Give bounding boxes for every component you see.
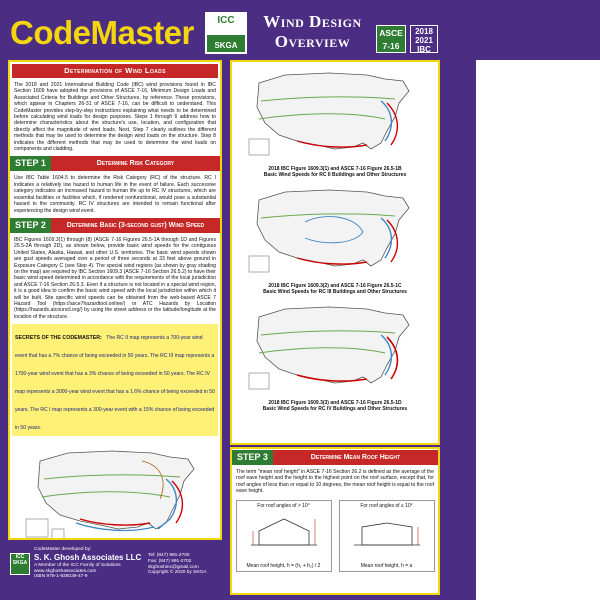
logo-skga-text: SKGA <box>214 41 238 50</box>
step1-text: Use IBC Table 1604.5 to determine the Risk Category (RC) of the structure. RC I indicates a relatively low hazard to human life in the event of failure. Each successive category indicates an increased hazard to human life up to RC IV structures, which are essential facilities or facilities which, if rendered nonfunctional, would pose a substantial hazard to the community. RC IV structures are intended to remain functional after experiencing the design wind event. <box>14 175 216 214</box>
right-column-maps <box>230 60 440 445</box>
subject-line1: Wind Design <box>263 12 362 31</box>
low-slope-roof-diagram <box>340 509 434 553</box>
footer-company: S. K. Ghosh Associates LLC <box>34 552 142 562</box>
rc3-map-caption: 2018 IBC Figure 1609.3(2) and ASCE 7-16 Figure 26.5-1C Basic Wind Speeds for RC III Buildings and Other Structures <box>263 283 407 295</box>
icc-skga-logo <box>205 12 247 54</box>
step3-title: Determine Mean Roof Height <box>310 454 401 461</box>
publisher-footer <box>8 545 222 597</box>
footer-logo: ICC SKGA <box>10 553 30 575</box>
us-map-rc2-graphic <box>245 65 425 165</box>
secrets-label: SECRETS OF THE CODEMASTER: <box>15 335 102 342</box>
page-margin <box>446 60 600 600</box>
step1-bar <box>10 156 220 171</box>
wind-map-rc1 <box>20 439 210 540</box>
wind-map-rc4 <box>245 299 425 399</box>
step3-section <box>230 447 440 595</box>
step3-tag: STEP 3 <box>232 450 273 465</box>
mrh-low-slope-eq: Mean roof height, h = a <box>360 562 413 569</box>
ibc-badge: 2018 2021 IBC <box>410 25 438 53</box>
secrets-box <box>12 324 218 436</box>
secrets-text: The RC II map represents a 700-year wind event that has a 7% chance of being exceeded in 50 years. The RC III map represents a 1700-year wind event that has a 3% chance of being exceeded in 50 years. The RC IV map represents a 3000-year wind event that has a 1.6% chance of being exceeded in 50 years. The RC I map represents a 300-year event with a 15% chance of being exceeded in 50 years. <box>15 335 215 432</box>
footer-website: www.skghoshassociates.com <box>34 568 97 574</box>
footer-email: skghoshinc@gmail.com <box>148 564 199 570</box>
mrh-figure-sloped <box>236 500 332 572</box>
purple-border-strip <box>446 60 476 600</box>
subject-title <box>255 12 370 52</box>
intro-heading: Determination of Wind Loads <box>12 64 218 78</box>
step1-title: Determine Risk Category <box>96 160 175 168</box>
rc4-map-caption: 2018 IBC Figure 1609.3(3) and ASCE 7-16 Figure 26.5-1D Basic Wind Speeds for RC IV Buildings and Other Structures <box>262 400 408 412</box>
step3-bar <box>232 450 438 465</box>
mrh-sloped-eq: Mean roof height, h = (h₁ + h₂) / 2 <box>246 562 321 569</box>
us-map-rc4-graphic <box>245 299 425 399</box>
step3-text: The term "mean roof height" in ASCE 7-16 Section 26.2 is defined as the average of the roof eave height and the height to the highest point on the roof surface, except that, for roof angles of less than or equal to 10 degrees, the mean roof height is equal to the roof eave height. <box>236 469 434 495</box>
subject-line2: Overview <box>274 32 351 51</box>
mrh-figure-low-slope <box>339 500 435 572</box>
page-title: CodeMaster <box>10 14 194 51</box>
footer-contact-info: Tel: (847) 991-2700 Fax: (847) 991-2702 skghoshinc@gmail.com Copyright © 2020 by SKGA <box>148 553 222 576</box>
logo-icc-text: ICC <box>217 15 235 26</box>
step1-tag: STEP 1 <box>10 156 51 171</box>
footer-publisher-info: CodeMaster developed by: S. K. Ghosh Associates LLC A Member of the ICC Family of Solutions www.skghoshassociates.com ISBN 978-1-936039-47-9 <box>34 547 146 580</box>
step2-bar <box>10 218 220 233</box>
mrh-low-slope-note: For roof angles of ≤ 10° <box>360 502 413 509</box>
step2-tag: STEP 2 <box>10 218 51 233</box>
step2-text: IBC Figures 1609.3(1) through (8) (ASCE 7-16 Figures 26.5-1A through 1D and Figures 26.5-2A through 2D), as shown below, provide basic wind speeds for the contiguous United States, Alaska, Hawaii, and other U.S. territories. The basic wind speeds shown are gust speeds averaged over a period of three seconds at 33 feet above ground in Exposure Category C (see Step 4). The special wind regions (as shown by gray shading on the map) are required by IBC Section 1609.3 (ASCE 7-16 Section 26.5.2) to have their basic wind speed determined in accordance with the requirements of the local jurisdiction and ASCE 7-16 Section 26.5.3. Even if a structure is not located in a special wind region, it is a good idea to confirm the basic wind speed with the local jurisdiction within which it will be built. Site specific wind speeds can be obtained from the web-based ASCE 7 Hazard Tool (https://asce7hazardtool.online/) or ATC Hazards by Location (https://hazards.atcouncil.org/) by using the street address or the latitude/longitude at the location of the structure. <box>14 236 216 320</box>
mrh-sloped-note: For roof angles of > 10° <box>257 502 310 509</box>
intro-text: The 2018 and 2021 International Building Code (IBC) wind provisions found in IBC Section 1609 have adopted the provisions of ASCE 7-16, Minimum Design Loads and Associated Criteria for Buildings and Other Structures, by reference. These provisions, which appear in Chapters 26-31 of ASCE 7-16, can be difficult to understand. This CodeMaster provides step-by-step instructions explaining what needs to be determined before calculating wind loads for design purposes. Steps 1 through 6 address how to determine characteristics about the structure's use, location, and configuration that directly affect the magnitude of wind loads. Next, Step 7 clearly outlines the different methods that may be used to determine the design wind loads on the structure. Step 8 indicates the different methods that may be used to determine the wind loads on components and cladding. <box>14 82 216 153</box>
left-column <box>8 60 222 540</box>
wind-map-rc2 <box>245 65 425 165</box>
wind-map-rc3 <box>245 182 425 282</box>
asce-badge: ASCE 7-16 <box>376 25 406 53</box>
us-map-rc1-graphic <box>20 439 210 540</box>
mean-roof-height-figures <box>232 500 438 572</box>
step2-title: Determine Basic (3-second gust) Wind Speed <box>66 221 205 229</box>
us-map-rc3-graphic <box>245 182 425 282</box>
sloped-roof-diagram <box>237 509 331 553</box>
rc2-map-caption: 2018 IBC Figure 1609.3(1) and ASCE 7-16 Figure 26.5-1B Basic Wind Speeds for RC II Buildings and Other Structures <box>263 166 407 178</box>
